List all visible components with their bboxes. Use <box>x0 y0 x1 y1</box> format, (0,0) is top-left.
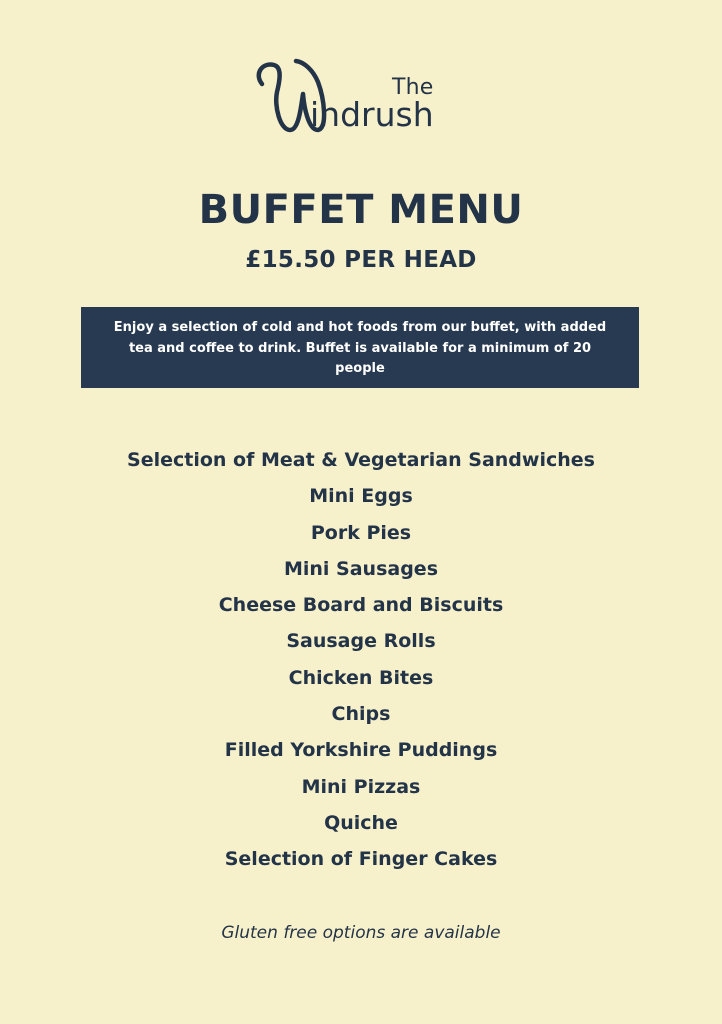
menu-item: Mini Eggs <box>309 485 413 508</box>
menu-item: Sausage Rolls <box>286 630 436 653</box>
menu-item: Quiche <box>324 811 398 834</box>
menu-item: Mini Pizzas <box>301 775 421 798</box>
windrush-logo <box>250 56 480 140</box>
intro-text: Enjoy a selection of cold and hot foods from our buffet, with added tea and coffee to drink. Buffet is available for a minimum of 20 people <box>113 320 607 376</box>
page-title: BUFFET MENU <box>198 187 524 233</box>
price-per-head: £15.50 PER HEAD <box>245 247 477 273</box>
menu-item: Cheese Board and Biscuits <box>218 594 504 617</box>
menu-item: Pork Pies <box>310 521 412 544</box>
menu-item: Filled Yorkshire Puddings <box>224 739 498 762</box>
logo-brand-text: indrush <box>310 95 434 134</box>
logo-the-text: The <box>392 75 434 100</box>
menu-list <box>0 442 722 878</box>
menu-item: Selection of Meat & Vegetarian Sandwiches <box>127 449 595 471</box>
menu-item: Chips <box>331 703 391 726</box>
gluten-free-note: Gluten free options are available <box>221 923 501 943</box>
menu-item: Mini Sausages <box>283 557 439 580</box>
intro-banner <box>81 307 639 388</box>
menu-item: Selection of Finger Cakes <box>224 848 498 871</box>
menu-item: Chicken Bites <box>288 666 434 689</box>
